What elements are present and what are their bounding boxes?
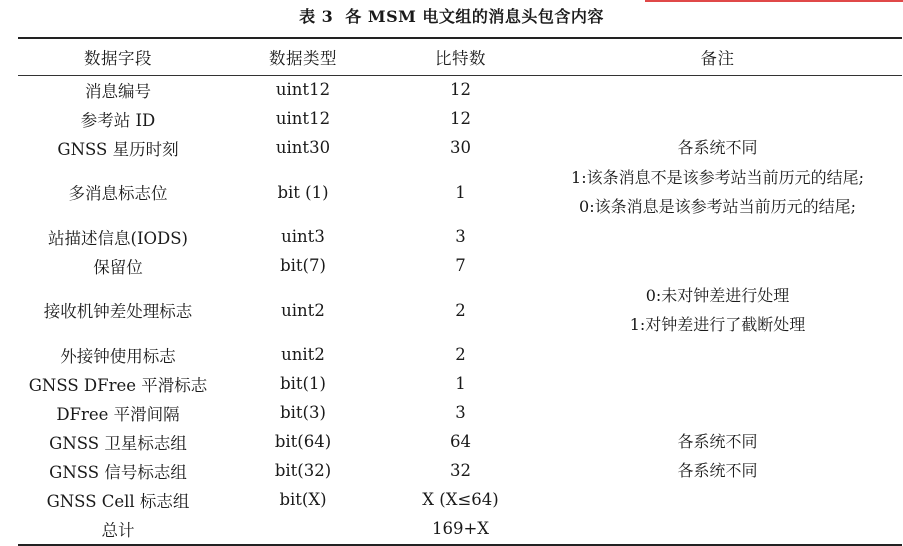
- note-line: 0:未对钟差进行处理: [645, 286, 790, 305]
- note-line: 1:对钟差进行了截断处理: [629, 315, 806, 334]
- header-field: 数据字段: [84, 48, 152, 68]
- table-row: [18, 456, 902, 485]
- cell-note: 各系统不同: [677, 461, 758, 480]
- cell-bits: 169+X: [431, 519, 490, 538]
- table-row: [18, 340, 902, 369]
- cell-note: [533, 251, 902, 280]
- cell-type: [218, 514, 388, 543]
- cell-type: bit(7): [280, 256, 326, 275]
- cell-field: GNSS DFree 平滑标志: [28, 375, 208, 395]
- table-row: [18, 222, 902, 251]
- cell-bits: 12: [450, 80, 471, 99]
- msm-header-table: [18, 38, 902, 543]
- table-row: [18, 133, 902, 162]
- table-number: 表 3: [299, 7, 334, 26]
- cell-field: DFree 平滑间隔: [56, 404, 180, 424]
- cell-type: unit2: [281, 345, 325, 364]
- cell-field: 消息编号: [85, 81, 151, 101]
- table-row: [18, 75, 902, 104]
- cell-field: 外接钟使用标志: [60, 346, 176, 366]
- cell-note: [533, 340, 902, 369]
- cell-field: 总计: [101, 520, 135, 540]
- cell-type: bit (1): [277, 182, 329, 202]
- cell-type: uint2: [281, 300, 325, 320]
- cell-type: bit(3): [280, 403, 326, 422]
- table-row: [18, 369, 902, 398]
- table-row-total: [18, 514, 902, 543]
- cell-bits: X (X≤64): [422, 490, 499, 509]
- cell-field: GNSS 信号标志组: [49, 462, 187, 482]
- cell-type: uint30: [275, 138, 331, 157]
- table-row: [18, 427, 902, 456]
- header-note: 备注: [700, 48, 735, 68]
- cell-type: uint12: [275, 109, 331, 128]
- cell-field: GNSS 星历时刻: [57, 139, 179, 159]
- table-row: [18, 251, 902, 280]
- header-bits: 比特数: [435, 48, 486, 68]
- cell-note: [533, 485, 902, 514]
- cell-note: 各系统不同: [677, 138, 758, 157]
- cell-bits: 3: [455, 227, 466, 246]
- table-row: [18, 104, 902, 133]
- table-header-row: [18, 38, 902, 75]
- table-row: [18, 280, 902, 340]
- cell-field: GNSS Cell 标志组: [46, 491, 190, 511]
- cell-note: [533, 398, 902, 427]
- cell-note: [533, 514, 902, 543]
- cell-bits: 7: [455, 256, 466, 275]
- cell-type: bit(32): [274, 461, 332, 480]
- cell-bits: 2: [455, 300, 466, 320]
- cell-note: [533, 369, 902, 398]
- table-row: [18, 162, 902, 222]
- cell-bits: 30: [450, 138, 471, 157]
- header-type: 数据类型: [269, 48, 337, 68]
- cell-note: [533, 104, 902, 133]
- cell-type: bit(64): [274, 432, 332, 451]
- cell-type: uint3: [281, 227, 325, 246]
- table-row: [18, 398, 902, 427]
- table-bottom-rule: [18, 544, 902, 546]
- top-accent-line: [645, 0, 903, 2]
- cell-note: 各系统不同: [677, 432, 758, 451]
- cell-type: uint12: [275, 80, 331, 99]
- cell-note: [533, 222, 902, 251]
- cell-bits: 32: [450, 461, 471, 480]
- cell-field: 参考站 ID: [80, 110, 156, 130]
- cell-note: [533, 162, 902, 222]
- cell-field: 保留位: [93, 257, 143, 277]
- cell-field: 多消息标志位: [68, 184, 168, 203]
- table-title: 各 MSM 电文组的消息头包含内容: [345, 7, 604, 26]
- cell-note: [533, 75, 902, 104]
- table-row: [18, 485, 902, 514]
- cell-field: GNSS 卫星标志组: [49, 433, 187, 453]
- cell-bits: 64: [450, 432, 471, 451]
- cell-bits: 3: [455, 403, 466, 422]
- cell-bits: 1: [455, 182, 466, 202]
- note-line: 0:该条消息是该参考站当前历元的结尾;: [579, 197, 856, 216]
- cell-field: 站描述信息(IODS): [48, 228, 188, 248]
- cell-bits: 1: [455, 374, 466, 393]
- table-caption: [0, 6, 903, 28]
- note-line: 1:该条消息不是该参考站当前历元的结尾;: [571, 168, 864, 187]
- cell-bits: 12: [450, 109, 471, 128]
- cell-bits: 2: [455, 345, 466, 364]
- cell-type: bit(1): [280, 374, 326, 393]
- cell-type: bit(X): [279, 490, 327, 509]
- cell-note: [533, 280, 902, 340]
- cell-field: 接收机钟差处理标志: [43, 302, 193, 321]
